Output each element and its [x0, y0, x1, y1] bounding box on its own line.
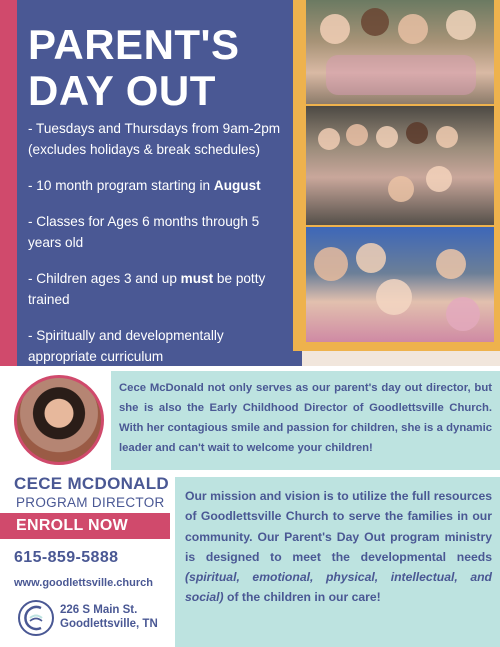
enroll-now-button[interactable]: ENROLL NOW: [0, 513, 170, 539]
title-line-1: PARENT'S: [28, 21, 240, 68]
mission-text-end: of the children in our care!: [223, 590, 381, 605]
mission-text-start: Our mission and vision is to utilize the full resources of Goodlettsville Church to serve the families in our community. Our Parent's Day Out program ministry is designed to meet the developmental needs: [185, 489, 492, 564]
director-bio-text: Cece McDonald not only serves as our parent's day out director, but she is also the Early Childhood Director of Goodlettsville Church. With her contagious smile and passion for children, she is a dynamic leader and can't wait to welcome your children!: [119, 382, 492, 454]
avatar: [14, 375, 104, 465]
director-bio-box: [111, 371, 500, 470]
detail-schedule: - Tuesdays and Thursdays from 9am-2pm (excludes holidays & break schedules): [28, 121, 281, 157]
mission-box: [175, 477, 500, 647]
phone-number[interactable]: 615-859-5888: [14, 549, 119, 566]
detail-potty-text: - Children ages 3 and up: [28, 271, 181, 286]
children-photo-3: [306, 227, 494, 342]
accent-strip: [0, 0, 17, 366]
page-title: [28, 22, 288, 114]
director-name: CECE MCDONALD: [14, 474, 170, 493]
detail-start-month-bold: August: [213, 178, 261, 193]
address-city: Goodlettsville, TN: [60, 618, 158, 630]
detail-potty: [28, 268, 290, 310]
children-photo-2: [306, 106, 494, 225]
church-logo-icon: [17, 599, 55, 637]
address: [60, 603, 158, 631]
director-role: PROGRAM DIRECTOR: [16, 495, 165, 510]
mission-needs-list: (spiritual, emotional, physical, intellectual, and social): [185, 570, 492, 605]
detail-curriculum: - Spiritually and developmentally appropriate curriculum: [28, 328, 224, 364]
address-street: 226 S Main St.: [60, 604, 138, 616]
children-photo-1: [306, 0, 494, 104]
detail-start-month: [28, 175, 290, 196]
title-line-2: DAY OUT: [28, 67, 216, 114]
mission-text: [185, 486, 492, 608]
website-link[interactable]: www.goodlettsville.church: [14, 577, 153, 589]
detail-potty-text-end: be potty trained: [28, 271, 266, 307]
detail-start-text: - 10 month program starting in: [28, 178, 214, 193]
detail-ages: - Classes for Ages 6 months through 5 years old: [28, 214, 260, 250]
program-details-list: [28, 118, 290, 382]
detail-potty-bold: must: [180, 271, 214, 286]
